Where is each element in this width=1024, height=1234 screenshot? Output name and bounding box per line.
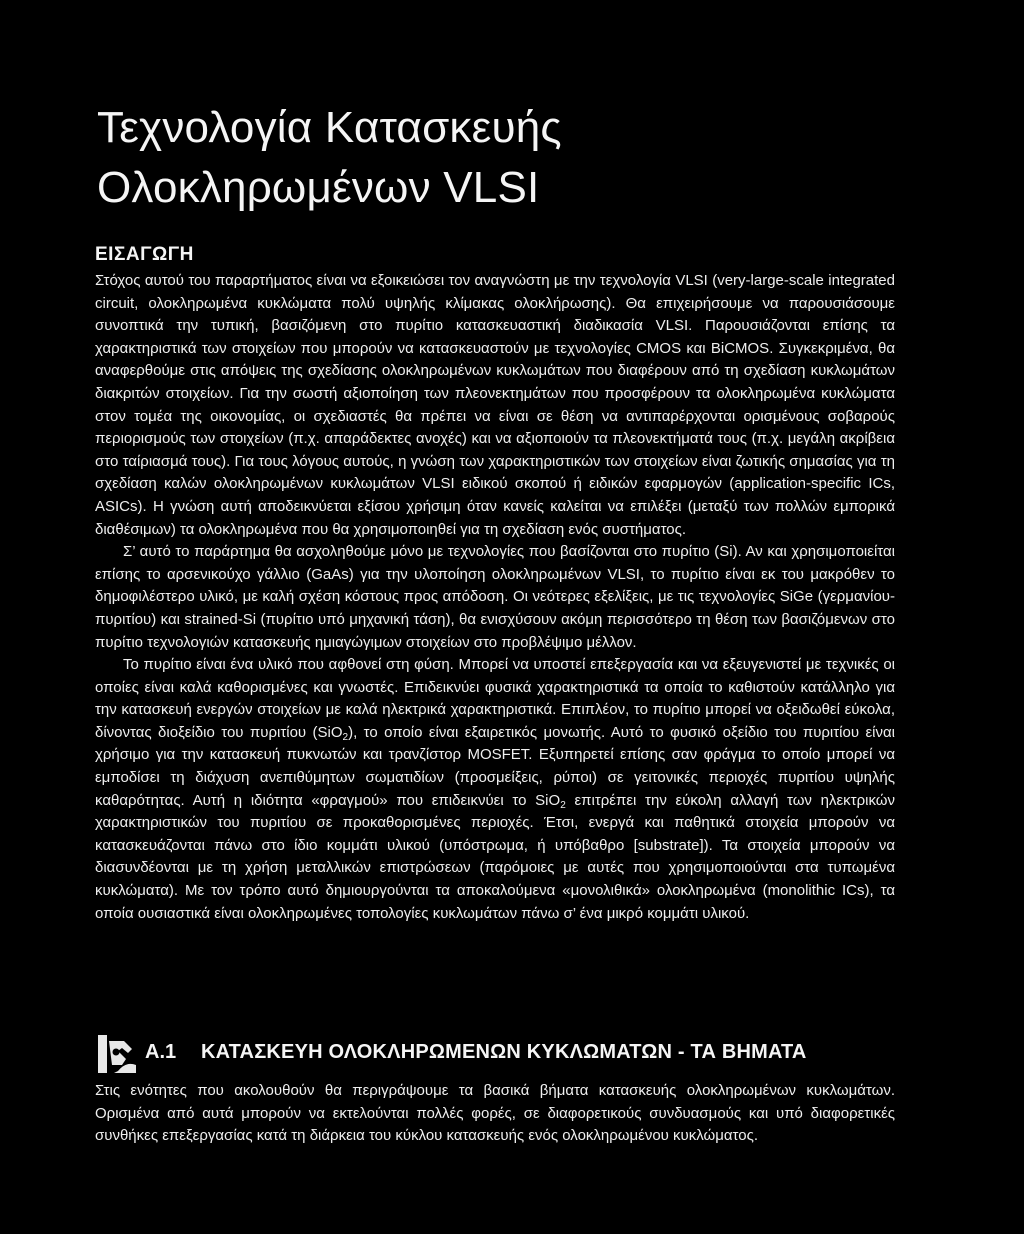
section-title: ΚΑΤΑΣΚΕΥΗ ΟΛΟΚΛΗΡΩΜΕΝΩΝ ΚΥΚΛΩΜΑΤΩΝ - ΤΑ ΒΗΜΑΤΑ	[201, 1041, 807, 1063]
section-number: A.1	[145, 1041, 177, 1063]
subscript-2: 2	[560, 799, 566, 811]
section-a1-body	[95, 1080, 895, 1148]
intro-paragraph-1: Στόχος αυτού του παραρτήματος είναι να εξοικειώσει τον αναγνώστη με την τεχνολογία VLSI (very-large-scale integrated circuit, ολοκληρωμένα κυκλώματα πολύ υψηλής κλίμακας ολοκλήρωσης). Θα επιχειρήσουμε να παρουσιάσουμε συνοπτικά την τυπική, βασιζόμενη στο πυρίτιο κατασκευαστική διαδικασία VLSI. Παρουσιάζονται επίσης τα χαρακτηριστικά των στοιχείων που μπορούν να κατασκευαστούν με τεχνολογίες CMOS και BiCMOS. Συγκεκριμένα, θα αναφερθούμε στις απόψεις της σχεδίασης ολοκληρωμένων κυκλωμάτων που διαφέρουν από τη σχεδίαση κυκλωμάτων διακριτών στοιχείων. Για την σωστή αξιοποίηση των πλεονεκτημάτων που προσφέρουν τα ολοκληρωμένα κυκλώματα στον τομέα της οικονομίας, οι σχεδιαστές θα πρέπει να είναι σε θέση να αντιπαρέρχονται ορισμένους σοβαρούς περιορισμούς των στοιχείων (π.χ. απαράδεκτες ανοχές) και να αξιοποιούν τα πλεονεκτήματά τους (π.χ. μεγάλη ακρίβεια στο ταίριασμά τους). Για τους λόγους αυτούς, η γνώση των χαρακτηριστικών των στοιχείων είναι ζωτικής σημασίας για τη σχεδίαση καλών ολοκληρωμένων κυκλωμάτων VLSI ειδικού σκοπού ή ειδικών εφαρμογών (application-specific ICs, ASICs). Η γνώση αυτή αποδεικνύεται εξίσου χρήσιμη όταν κανείς καλείται να επιλέξει (μεταξύ των πολλών εμπορικά διαθέσιμων) τα ολοκληρωμένα που θα χρησιμοποιηθεί για τη σχεδίαση ενός συστήματος.	[95, 272, 895, 538]
section-a1-heading	[95, 1035, 895, 1075]
chapter-title-line-1: Τεχνολογία Κατασκευής	[97, 103, 562, 152]
chapter-title-line-2: Ολοκληρωμένων VLSI	[97, 163, 540, 212]
intro-heading: ΕΙΣΑΓΩΓΗ	[95, 244, 194, 265]
intro-paragraph-3-part-b: ), το οποίο είναι εξαιρετικός μονωτής. Αυτό το φυσικό οξείδιο του πυριτίου είναι χρήσιμο για την κατασκευή πυκνωτών και τρανζίστορ MOSFET. Εξυπηρετεί επίσης σαν φράγμα το οποίο μπορεί να εμποδίσει τη διάχυση ανεπιθύμητων σωματιδίων (προσμείξεις, ρύποι) σε γειτονικές περιοχές πυριτίου υψηλής καθαρότητας. Αυτή η ιδιότητα «φραγμού» που επιδεικνύει το SiO	[95, 723, 895, 809]
intro-paragraph-3	[95, 654, 895, 925]
intro-body	[95, 270, 895, 925]
intro-paragraph-3-part-c: επιτρέπει την εύκολη αλλαγή των ηλεκτρικών χαρακτηριστικών του πυριτίου σε προκαθορισμένες περιοχές. Έτσι, ενεργά και παθητικά στοιχεία μπορούν να κατασκευάζονται πάνω στο ίδιο κομμάτι υλικού (υπόστρωμα, ή υπόβαθρο [substrate]). Τα στοιχεία μπορούν να διασυνδέονται με τη χρήση μεταλλικών επιστρώσεων (παρόμοιες με αυτές που χρησιμοποιούνται στα τυπωμένα κυκλώματα). Με τον τρόπο αυτό δημιουργούνται τα αποκαλούμενα «μονολιθικά» ολοκληρωμένα (monolithic ICs), τα οποία ουσιαστικά είναι ολοκληρωμένες τοπολογίες κυκλωμάτων πάνω σ’ ένα μικρό κομμάτι υλικού.	[95, 791, 895, 922]
subscript-2: 2	[342, 731, 349, 743]
intro-paragraph-2: Σ’ αυτό το παράρτημα θα ασχοληθούμε μόνο με τεχνολογίες που βασίζονται στο πυρίτιο (Si). Αν και χρησιμοποιείται επίσης το αρσενικούχο γάλλιο (GaAs) για την υλοποίηση ολοκληρωμένων VLSI, το πυρίτιο είναι εκ του μακρόθεν το δημοφιλέστερο υλικό, με καλή σχέση κόστους προς απόδοση. Οι νεότερες εξελίξεις, με τις τεχνολογίες SiGe (γερμανίου-πυριτίου) και strained-Si (πυρίτιο υπό μηχανική τάση), θα ενισχύσουν ακόμη περισσότερο τη θέση των βασιζόμενων στο πυρίτιο τεχνολογιών κατασκευής ημιαγώγιμων στοιχείων στο προβλέψιμο μέλλον.	[95, 543, 895, 651]
section-marker-icon	[98, 1035, 138, 1073]
section-a1-paragraph-1: Στις ενότητες που ακολουθούν θα περιγράψουμε τα βασικά βήματα κατασκευής ολοκληρωμένων κυκλωμάτων. Ορισμένα από αυτά μπορούν να εκτελούνται πολλές φορές, σε διαφορετικούς συνδυασμούς και υπό διαφορετικές συνθήκες επεξεργασίας κατά τη διάρκεια του κύκλου κατασκευής ενός ολοκληρωμένου κυκλώματος.	[95, 1082, 895, 1145]
intro-paragraph-3-part-a: Το πυρίτιο είναι ένα υλικό που αφθονεί στη φύση. Μπορεί να υποστεί επεξεργασία και να εξευγενιστεί με τεχνικές οι οποίες είναι καλά καθορισμένες και γνωστές. Επιδεικνύει φυσικά χαρακτηριστικά τα οποία το καθιστούν κατάλληλο για την κατασκευή ενεργών στοιχείων με καλά ηλεκτρικά χαρακτηριστικά. Επιπλέον, το πυρίτιο μπορεί να οξειδωθεί εύκολα, δίνοντας διοξείδιο του πυριτίου (SiO	[95, 656, 895, 741]
